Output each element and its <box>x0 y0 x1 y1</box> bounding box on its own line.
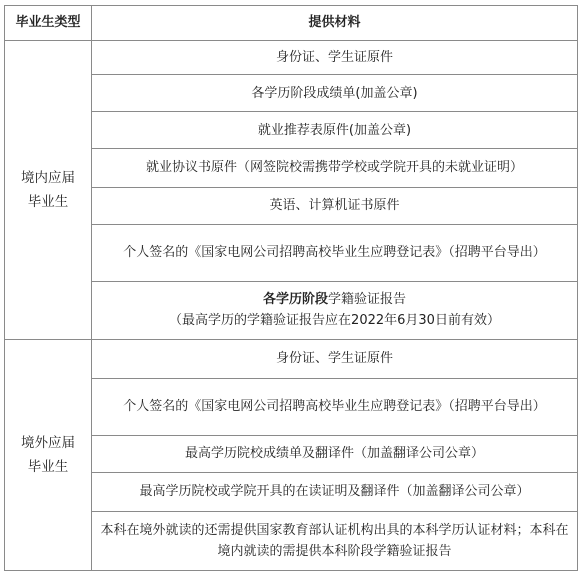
verify-report-line <box>98 289 571 310</box>
verify-rest-text: 学籍验证报告 <box>328 292 407 308</box>
domestic-item-3: 就业推荐表原件(加盖公章) <box>92 112 578 149</box>
domestic-item-4: 就业协议书原件（网签院校需携带学校或学院开具的未就业证明） <box>92 149 578 188</box>
overseas-item-4: 最高学历院校或学院开具的在读证明及翻译件（加盖翻译公司公章） <box>92 472 578 511</box>
domestic-item-1: 身份证、学生证原件 <box>92 40 578 75</box>
verify-note-line: （最高学历的学籍验证报告应在2022年6月30日前有效） <box>169 313 500 329</box>
overseas-item-3: 最高学历院校成绩单及翻译件（加盖翻译公司公章） <box>92 436 578 473</box>
materials-table <box>4 5 578 571</box>
domestic-item-6: 个人签名的《国家电网公司招聘高校毕业生应聘登记表》（招聘平台导出） <box>92 224 578 281</box>
header-row <box>5 6 578 41</box>
overseas-item-5: 本科在境外就读的还需提供国家教育部认证机构出具的本科学历认证材料；本科在境内就读的需提供本科阶段学籍验证报告 <box>92 511 578 570</box>
verify-bold-text: 各学历阶段 <box>262 292 328 308</box>
overseas-item-2: 个人签名的《国家电网公司招聘高校毕业生应聘登记表》（招聘平台导出） <box>92 378 578 435</box>
domestic-type-cell: 境内应届毕业生 <box>5 40 92 339</box>
table-row <box>5 340 578 379</box>
header-graduate-type: 毕业生类型 <box>5 6 92 41</box>
header-materials: 提供材料 <box>92 6 578 41</box>
overseas-item-1: 身份证、学生证原件 <box>92 340 578 379</box>
table-row <box>5 40 578 75</box>
domestic-item-5: 英语、计算机证书原件 <box>92 187 578 224</box>
overseas-type-cell: 境外应届毕业生 <box>5 340 92 571</box>
domestic-verify-report <box>92 281 578 339</box>
domestic-item-2: 各学历阶段成绩单(加盖公章) <box>92 75 578 112</box>
